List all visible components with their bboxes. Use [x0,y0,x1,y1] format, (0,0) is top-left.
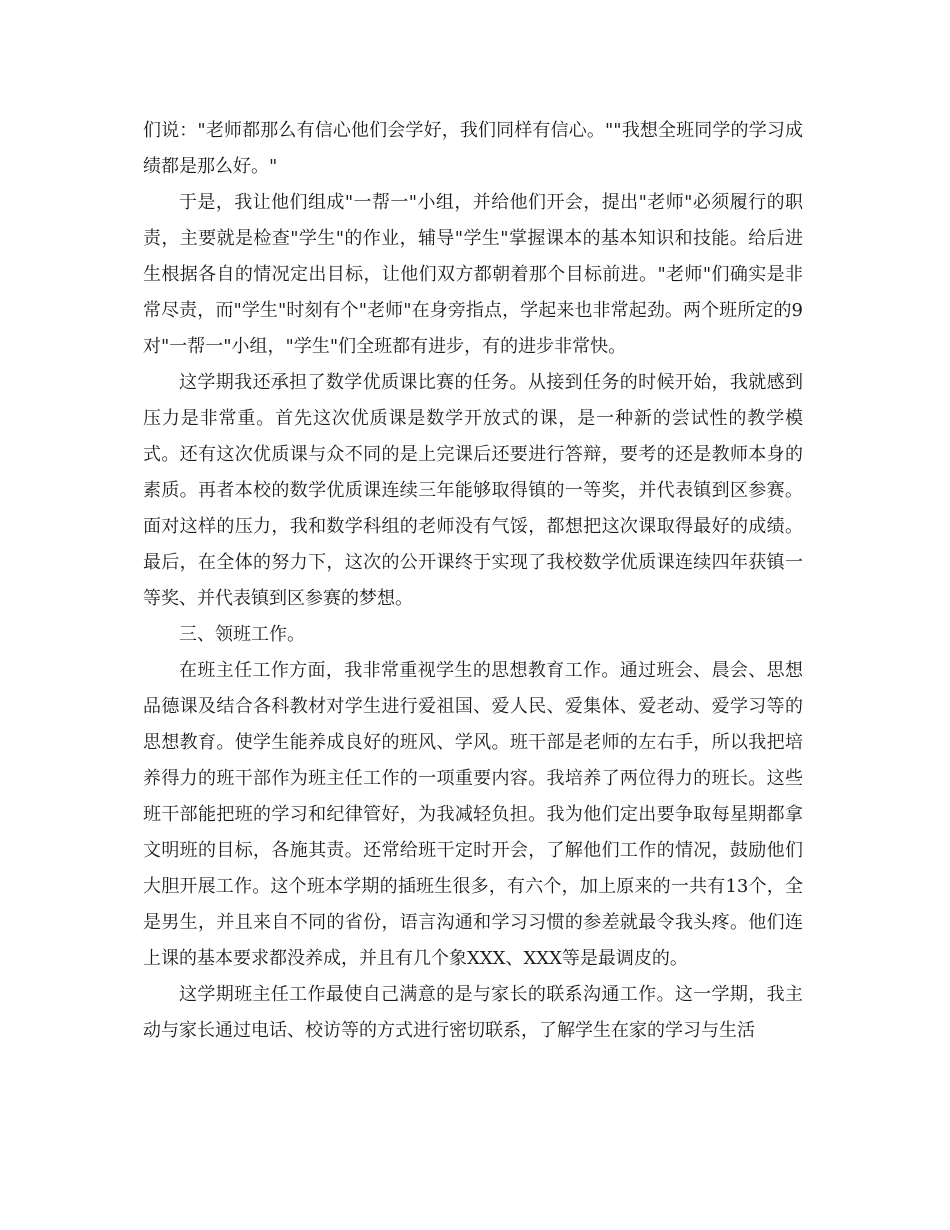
paragraph-continuation: 们说："老师都那么有信心他们会学好，我们同样有信心。""我想全班同学的学习成绩都是那么好。" [143,120,803,177]
document-body [143,113,803,1049]
paragraph-quality-lesson: 这学期我还承担了数学优质课比赛的任务。从接到任务的时候开始，我就感到压力是非常重。首先这次优质课是数学开放式的课，是一种新的尝试性的教学模式。还有这次优质课与众不同的是上完课后还要进行答辩，要考的还是教师本身的素质。再者本校的数学优质课连续三年能够取得镇的一等奖，并代表镇到区参赛。面对这样的压力，我和数学科组的老师没有气馁，都想把这次课取得最好的成绩。最后，在全体的努力下，这次的公开课终于实现了我校数学优质课连续四年获镇一等奖、并代表镇到区参赛的梦想。 [143,372,803,609]
paragraph-class-teacher-work: 在班主任工作方面，我非常重视学生的思想教育工作。通过班会、晨会、思想品德课及结合各科教材对学生进行爱祖国、爱人民、爱集体、爱老动、爱学习等的思想教育。使学生能养成良好的班风、学风。班干部是老师的左右手，所以我把培养得力的班干部作为班主任工作的一项重要内容。我培养了两位得力的班长。这些班干部能把班的学习和纪律管好，为我减轻负担。我为他们定出要争取每星期都拿文明班的目标，各施其责。还常给班干定时开会，了解他们工作的情况，鼓励他们大胆开展工作。这个班本学期的插班生很多，有六个，加上原来的一共有13个，全是男生，并且来自不同的省份，语言沟通和学习习惯的参差就最令我头疼。他们连上课的基本要求都没养成，并且有几个象XXX、XXX等是最调皮的。 [143,660,803,969]
section-heading-class-leadership: 三、领班工作。 [179,624,305,645]
paragraph-mentoring-groups: 于是，我让他们组成"一帮一"小组，并给他们开会，提出"老师"必须履行的职责，主要就是检查"学生"的作业，辅导"学生"掌握课本的基本知识和技能。给后进生根据各自的情况定出目标，让他们双方都朝着那个目标前进。"老师"们确实是非常尽责，而"学生"时刻有个"老师"在身旁指点，学起来也非常起劲。两个班所定的9对"一帮一"小组，"学生"们全班都有进步，有的进步非常快。 [143,192,803,357]
paragraph-parent-communication: 这学期班主任工作最使自己满意的是与家长的联系沟通工作。这一学期，我主动与家长通过电话、校访等的方式进行密切联系，了解学生在家的学习与生活 [143,984,803,1041]
